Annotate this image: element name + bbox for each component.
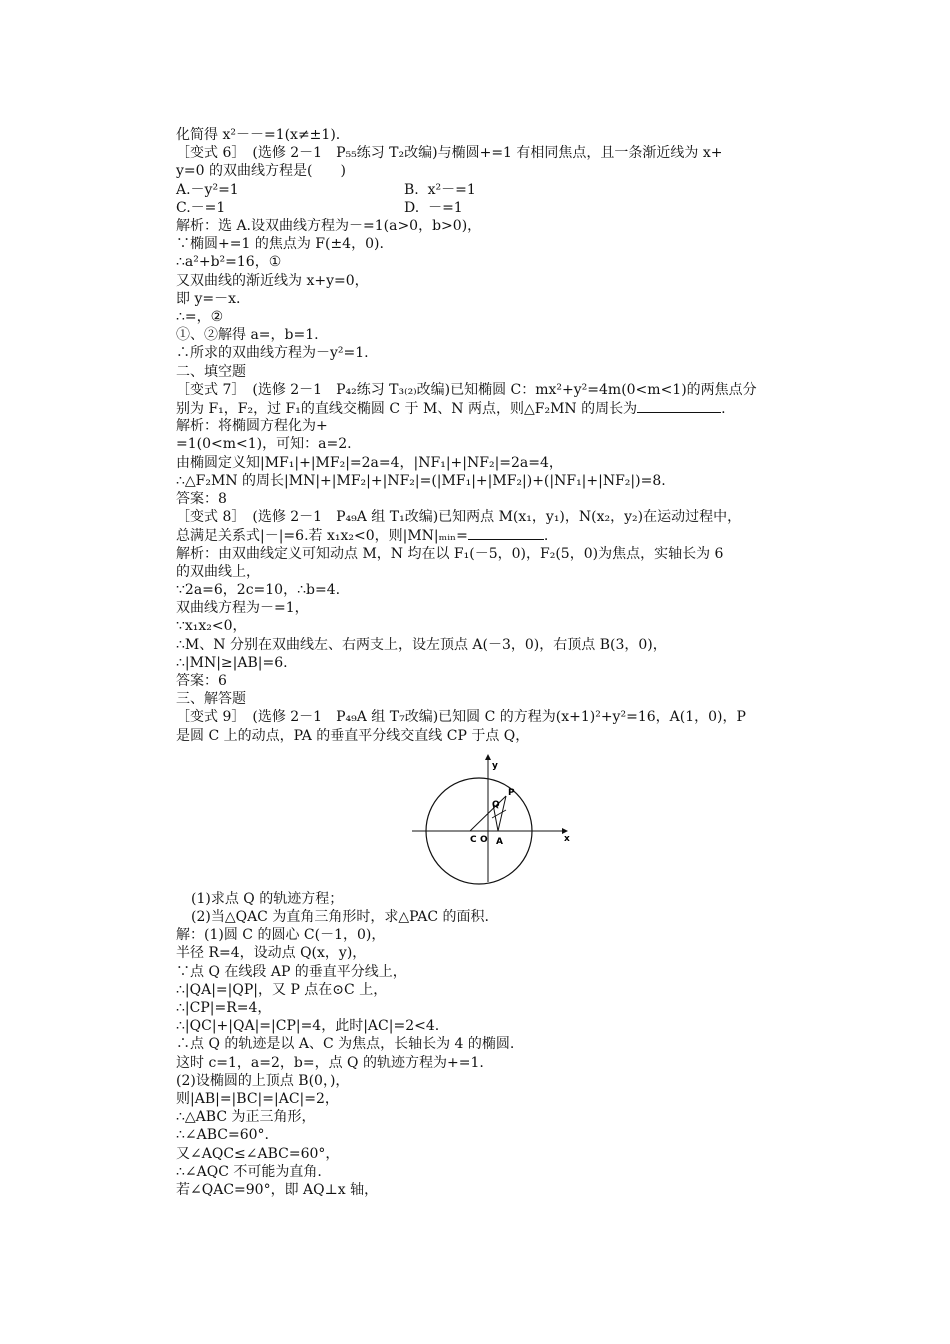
- label-x: x: [564, 834, 570, 844]
- text-line: 半径 R=4，设动点 Q(x，y)，: [176, 945, 367, 961]
- text-line: 解析：由双曲线定义可知动点 M，N 均在以 F₁(－5，0)，F₂(5，0)为焦点，实轴长为 6: [176, 546, 724, 562]
- label-y: y: [492, 761, 498, 771]
- text-line: ∴M、N 分别在双曲线左、右两支上，设左顶点 A(－3，0)，右顶点 B(3，0)，: [176, 637, 667, 653]
- label-p: P: [508, 788, 515, 798]
- option-a: A.－y²=1: [176, 182, 239, 198]
- text-line: ∴∠ABC=60°.: [176, 1127, 270, 1143]
- text-line: ∵点 Q 在线段 AP 的垂直平分线上，: [176, 964, 407, 980]
- text-line: ∴△ABC 为正三角形，: [176, 1109, 316, 1125]
- option-b: B. x²－=1: [404, 182, 476, 198]
- text-line: 解析：选 A.设双曲线方程为－=1(a>0，b>0)，: [176, 218, 482, 234]
- option-d: D. －=1: [404, 200, 463, 216]
- text-line: ∴点 Q 的轨迹是以 A、C 为焦点，长轴长为 4 的椭圆.: [176, 1036, 515, 1052]
- text-line: 又∠AQC≤∠ABC=60°，: [176, 1146, 340, 1162]
- label-q: Q: [492, 800, 500, 810]
- text-line: ∴a²+b²=16，①: [176, 254, 282, 270]
- text-line: 的双曲线上，: [176, 564, 260, 580]
- text-line: 别为 F₁，F₂，过 F₁的直线交椭圆 C 于 M、N 两点，则△F₂MN 的周长为 .: [176, 401, 726, 417]
- text-line: 即 y=－x.: [176, 291, 241, 307]
- text-line: 是圆 C 上的动点，PA 的垂直平分线交直线 CP 于点 Q，: [176, 728, 530, 744]
- label-c: C: [470, 835, 477, 845]
- answer-blank: [637, 399, 721, 413]
- label-o: O: [480, 835, 488, 845]
- text-line: =1(0<m<1)，可知：a=2.: [176, 436, 352, 452]
- text-line: 由椭圆定义知|MF₁|+|MF₂|=2a=4，|NF₁|+|NF₂|=2a=4，: [176, 455, 563, 471]
- text-line: ［变式 9］ (选修 2－1 P₄₉A 组 T₇改编)已知圆 C 的方程为(x+1)²+y²=16，A(1，0)，P: [176, 709, 746, 725]
- option-c: C.－=1: [176, 200, 226, 216]
- text-line: 化简得 x²－－=1(x≠±1).: [176, 127, 341, 143]
- text-line: 解析：将椭圆方程化为+: [176, 418, 328, 434]
- text-line: ∵椭圆+=1 的焦点为 F(±4，0).: [176, 236, 384, 252]
- text-line: ∴=，②: [176, 309, 224, 325]
- text-line: ∴∠AQC 不可能为直角.: [176, 1164, 322, 1180]
- text-line: ∴△F₂MN 的周长|MN|+|MF₂|+|NF₂|=(|MF₁|+|MF₂|)+(|NF₁|+|NF₂|)=8.: [176, 473, 666, 489]
- text-line: 则|AB|=|BC|=|AC|=2，: [176, 1091, 339, 1107]
- text-line: ［变式 8］ (选修 2－1 P₄₉A 组 T₁改编)已知两点 M(x₁，y₁)，N(x₂，y₂)在运动过程中，: [176, 509, 742, 525]
- text-line: ①、②解得 a=，b=1.: [176, 327, 319, 343]
- text-line: ∴|MN|≥|AB|=6.: [176, 655, 288, 671]
- section-heading: 三、解答题: [176, 691, 246, 707]
- text-line: ［变式 7］ (选修 2－1 P₄₂练习 T₃₍₂₎改编)已知椭圆 C：mx²+y²=4m(0<m<1)的两焦点分: [176, 382, 757, 398]
- text-line: (2)设椭圆的上顶点 B(0，)，: [176, 1073, 350, 1089]
- text-line: ∴|CP|=R=4，: [176, 1000, 272, 1016]
- label-a: A: [496, 837, 503, 847]
- text-line: 答案：8: [176, 491, 227, 507]
- text-line: 这时 c=1，a=2，b=，点 Q 的轨迹方程为+=1.: [176, 1055, 484, 1071]
- text-line: 解：(1)圆 C 的圆心 C(－1，0)，: [176, 927, 386, 943]
- text-line: 若∠QAC=90°，即 AQ⊥x 轴，: [176, 1182, 379, 1198]
- text-line: ∴所求的双曲线方程为－y²=1.: [176, 345, 369, 361]
- section-heading: 二、填空题: [176, 364, 246, 380]
- text-line: ∴|QA|=|QP|，又 P 点在⊙C 上，: [176, 982, 388, 998]
- circle-diagram: [412, 752, 572, 888]
- text-line: 答案：6: [176, 673, 227, 689]
- text-line: ［变式 6］ (选修 2－1 P₅₅练习 T₂改编)与椭圆+=1 有相同焦点，且一条渐近线为 x+: [176, 145, 723, 161]
- text-line: ∴|QC|+|QA|=|CP|=4，此时|AC|=2<4.: [176, 1018, 440, 1034]
- y-axis-arrow-icon: [485, 754, 491, 760]
- text-line: ∵x₁x₂<0，: [176, 618, 247, 634]
- answer-blank: [468, 526, 544, 540]
- text-line: 总满足关系式|－|=6.若 x₁x₂<0，则|MN|ₘᵢₙ= .: [176, 528, 549, 544]
- text-line: (1)求点 Q 的轨迹方程；: [191, 891, 344, 907]
- text-line: 双曲线方程为－=1，: [176, 600, 309, 616]
- text-line: ∵2a=6，2c=10，∴b=4.: [176, 582, 341, 598]
- text-line: 又双曲线的渐近线为 x+y=0，: [176, 273, 369, 289]
- text-line: y=0 的双曲线方程是( ): [176, 163, 346, 179]
- text-line: (2)当△QAC 为直角三角形时，求△PAC 的面积.: [191, 909, 489, 925]
